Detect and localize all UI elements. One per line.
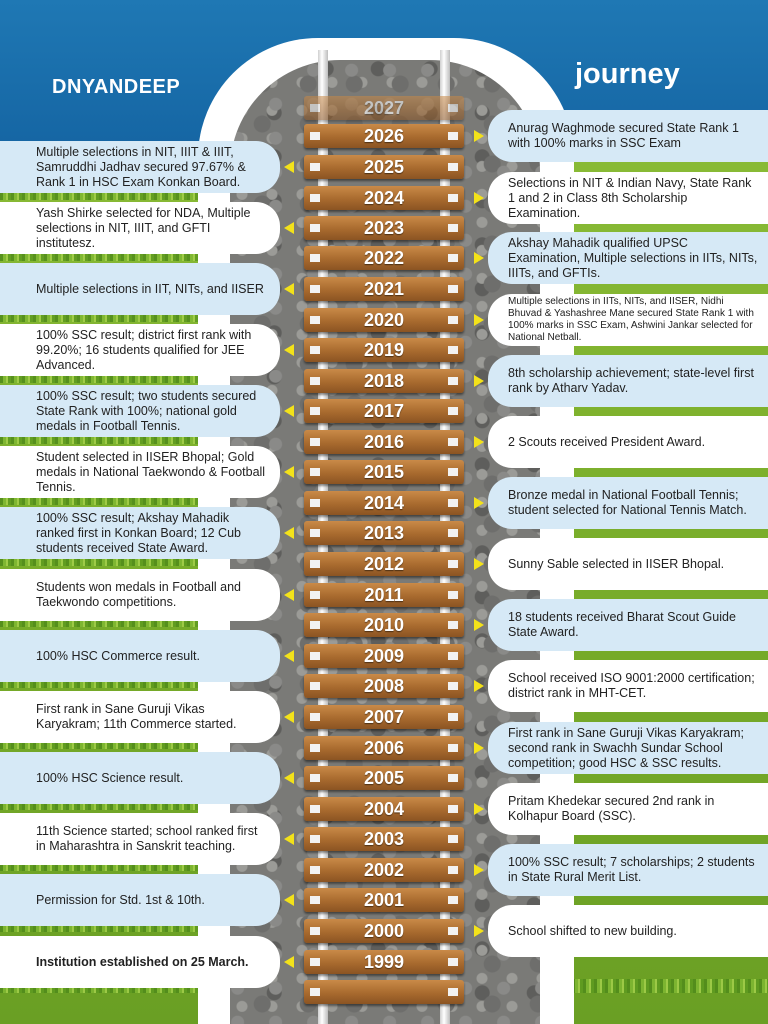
right-event-2026	[488, 110, 768, 162]
event-text: Multiple selections in IIT, NITs, and IISER	[36, 281, 264, 296]
year-label: 2023	[363, 218, 405, 238]
event-text: Yash Shirke selected for NDA, Multiple selections in NIT, IIIT, and GFTI institutesz.	[36, 205, 251, 250]
arrow-icon	[284, 956, 294, 968]
event-text: Permission for Std. 1st & 10th.	[36, 892, 205, 907]
event-text: 8th scholarship achievement; state-level first rank by Atharv Yadav.	[508, 366, 754, 395]
arrow-icon	[284, 833, 294, 845]
right-event-2022	[488, 232, 768, 284]
year-label: 1999	[363, 952, 405, 972]
year-label: 2020	[363, 310, 405, 330]
right-event-2006	[488, 722, 768, 774]
year-label: 2000	[363, 921, 405, 941]
right-event-2018	[488, 355, 768, 407]
year-label: 2012	[363, 554, 405, 574]
year-label: 2018	[363, 371, 405, 391]
year-tie	[304, 644, 464, 668]
year-tie	[304, 186, 464, 210]
year-tie	[304, 583, 464, 607]
left-event-2011	[0, 569, 280, 621]
event-text: Multiple selections in NIT, IIIT & IIIT, Samruddhi Jadhav secured 97.67% & Rank 1 in HSC Exam Konkan Board.	[36, 144, 246, 189]
year-tie	[304, 797, 464, 821]
left-event-2017	[0, 385, 280, 437]
left-event-2025	[0, 141, 280, 193]
right-event-2016	[488, 416, 768, 468]
year-label: 2013	[363, 523, 405, 543]
event-text: 2 Scouts received President Award.	[508, 434, 706, 449]
arrow-icon	[474, 680, 484, 692]
arrow-icon	[284, 894, 294, 906]
year-label: 2003	[363, 829, 405, 849]
event-text: School shifted to new building.	[508, 923, 677, 938]
year-tie	[304, 430, 464, 454]
event-text: First rank in Sane Guruji Vikas Karyakram; second rank in Swachh Sundar School competition; good HSC & SSC results.	[508, 725, 744, 770]
arrow-icon	[284, 589, 294, 601]
year-tie	[304, 124, 464, 148]
arrow-icon	[474, 436, 484, 448]
year-tie	[304, 552, 464, 576]
left-event-2001	[0, 874, 280, 926]
year-tie	[304, 858, 464, 882]
year-tie	[304, 919, 464, 943]
event-text: Anurag Waghmode secured State Rank 1 with 100% marks in SSC Exam	[508, 121, 739, 150]
event-text: 11th Science started; school ranked first in Maharashtra in Sanskrit teaching.	[36, 824, 258, 853]
event-text: 100% HSC Commerce result.	[36, 648, 200, 663]
year-tie	[304, 369, 464, 393]
left-event-2021	[0, 263, 280, 315]
arrow-icon	[474, 558, 484, 570]
right-event-2014	[488, 477, 768, 529]
event-text: 100% SSC result; district first rank with 99.20%; 16 students qualified for JEE Advanced.	[36, 327, 252, 372]
event-text: 100% SSC result; two students secured State Rank with 100%; national gold medals in Football Tennis.	[36, 388, 257, 433]
arrow-icon	[284, 466, 294, 478]
event-text: 100% SSC result; Akshay Mahadik ranked first in Konkan Board; 12 Cub students received State Award.	[36, 510, 241, 555]
year-label: 2008	[363, 676, 405, 696]
event-text: Institution established on 25 March.	[36, 954, 249, 969]
year-tie	[304, 155, 464, 179]
arrow-icon	[284, 161, 294, 173]
year-label: 2006	[363, 738, 405, 758]
year-tie	[304, 460, 464, 484]
year-label: 2022	[363, 248, 405, 268]
event-text: Students won medals in Football and Taekwondo competitions.	[36, 580, 241, 609]
year-tie	[304, 216, 464, 240]
arrow-icon	[474, 619, 484, 631]
right-event-2004	[488, 783, 768, 835]
arrow-icon	[474, 130, 484, 142]
arrow-icon	[284, 283, 294, 295]
year-label: 2002	[363, 860, 405, 880]
year-label: 2011	[364, 585, 404, 605]
arrow-icon	[474, 803, 484, 815]
event-text: 100% HSC Science result.	[36, 770, 184, 785]
right-event-2010	[488, 599, 768, 651]
event-text: Sunny Sable selected in IISER Bhopal.	[508, 556, 725, 571]
year-tie	[304, 491, 464, 515]
left-event-2009	[0, 630, 280, 682]
left-event-2007	[0, 691, 280, 743]
year-label: 2019	[363, 340, 405, 360]
event-text: Akshay Mahadik qualified UPSC Examination, Multiple selections in IITs, NITs, IIITs, and GFTIs.	[508, 235, 758, 280]
year-label: 2025	[363, 157, 405, 177]
arrow-icon	[474, 925, 484, 937]
year-tie	[304, 736, 464, 760]
arrow-icon	[284, 711, 294, 723]
event-text: Pritam Khedekar secured 2nd rank in Kolhapur Board (SSC).	[508, 794, 715, 823]
event-text: Student selected in IISER Bhopal; Gold medals in National Taekwondo & Football Tennis.	[36, 449, 266, 494]
right-event-2024	[488, 172, 768, 224]
journey-title: journey	[575, 58, 680, 90]
year-label: 2015	[363, 462, 405, 482]
year-tie	[304, 980, 464, 1004]
arrow-icon	[284, 772, 294, 784]
year-label: 2001	[363, 890, 405, 910]
left-event-2005	[0, 752, 280, 804]
event-text: 18 students received Bharat Scout Guide State Award.	[508, 610, 736, 639]
right-event-2002	[488, 844, 768, 896]
left-event-2013	[0, 507, 280, 559]
left-event-2023	[0, 202, 280, 254]
brand-title: DNYANDEEP	[52, 76, 181, 98]
year-tie	[304, 674, 464, 698]
year-tie	[304, 827, 464, 851]
left-event-2015	[0, 446, 280, 498]
year-tie	[304, 338, 464, 362]
arrow-icon	[284, 527, 294, 539]
event-text: 100% SSC result; 7 scholarships; 2 students in State Rural Merit List.	[508, 855, 755, 884]
arrow-icon	[474, 192, 484, 204]
event-text: First rank in Sane Guruji Vikas Karyakram; 11th Commerce started.	[36, 702, 237, 731]
arrow-icon	[474, 742, 484, 754]
arrow-icon	[474, 375, 484, 387]
year-tie	[304, 308, 464, 332]
left-event-2003	[0, 813, 280, 865]
year-tie	[304, 705, 464, 729]
year-label: 2005	[363, 768, 405, 788]
year-label: 2024	[363, 188, 405, 208]
year-tie	[304, 96, 464, 120]
left-event-2019	[0, 324, 280, 376]
year-tie	[304, 888, 464, 912]
arrow-icon	[284, 405, 294, 417]
year-tie	[304, 399, 464, 423]
event-text: Bronze medal in National Football Tennis; student selected for National Tennis Match.	[508, 488, 747, 517]
right-event-2008	[488, 660, 768, 712]
year-label: 2009	[363, 646, 405, 666]
right-event-2012	[488, 538, 768, 590]
arrow-icon	[284, 650, 294, 662]
rail-bolt	[448, 988, 458, 996]
arrow-icon	[474, 497, 484, 509]
arrow-icon	[474, 864, 484, 876]
year-label: 2026	[363, 126, 405, 146]
event-text: Selections in NIT & Indian Navy, State Rank 1 and 2 in Class 8th Scholarship Examination.	[508, 175, 752, 220]
arrow-icon	[284, 344, 294, 356]
year-tie	[304, 766, 464, 790]
arrow-icon	[474, 314, 484, 326]
year-label: 2007	[363, 707, 405, 727]
event-text: School received ISO 9001:2000 certification; district rank in MHT-CET.	[508, 671, 755, 700]
year-label: 2016	[363, 432, 405, 452]
year-tie	[304, 277, 464, 301]
year-label: 2027	[363, 98, 405, 118]
arrow-icon	[284, 222, 294, 234]
arrow-icon	[474, 252, 484, 264]
right-event-2000	[488, 905, 768, 957]
year-label: 2004	[363, 799, 405, 819]
year-label: 2010	[363, 615, 405, 635]
rail-bolt	[310, 988, 320, 996]
year-label: 2014	[363, 493, 405, 513]
year-label: 2021	[363, 279, 405, 299]
year-label: 2017	[363, 401, 405, 421]
year-tie	[304, 521, 464, 545]
left-event-1999	[0, 936, 280, 988]
year-tie	[304, 613, 464, 637]
year-tie	[304, 246, 464, 270]
year-tie	[304, 950, 464, 974]
right-event-2020	[488, 294, 768, 346]
event-text: Multiple selections in IITs, NITs, and IISER, Nidhi Bhuvad & Yashashree Mane secured State Rank 1 with 100% marks in SSC Exam, Ashwini Jankar selected for National Netball.	[508, 296, 754, 343]
